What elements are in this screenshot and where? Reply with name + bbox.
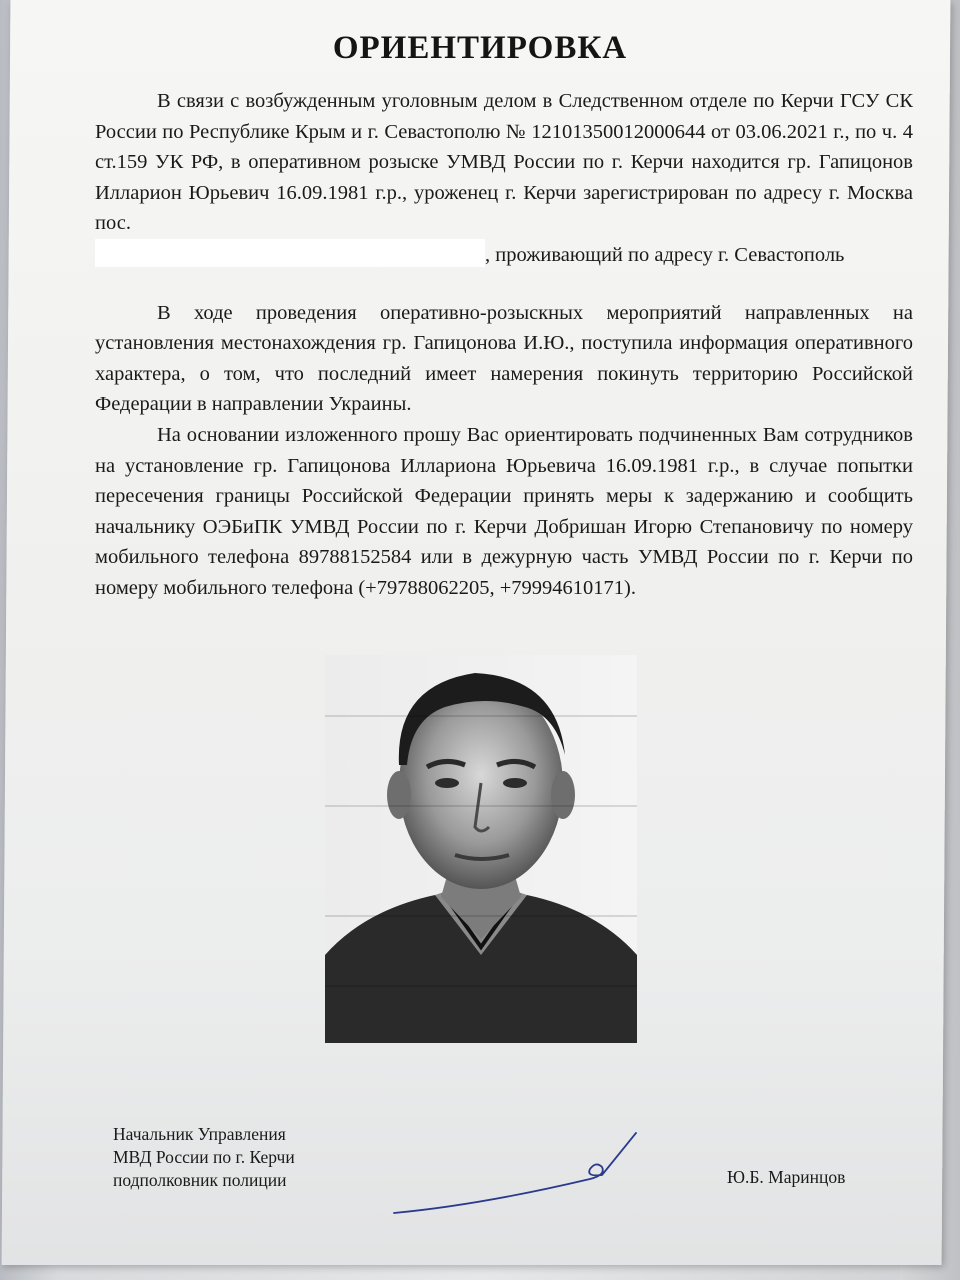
redacted-address-block bbox=[95, 239, 485, 267]
handwritten-signature-icon bbox=[390, 1125, 650, 1225]
signatory-position bbox=[113, 1123, 295, 1192]
signatory-name: Ю.Б. Маринцов bbox=[727, 1167, 846, 1187]
position-line-1: Начальник Управления bbox=[113, 1124, 286, 1144]
paragraph-1 bbox=[95, 86, 913, 271]
position-line-2: МВД России по г. Керчи bbox=[113, 1147, 295, 1167]
portrait-photo-icon bbox=[325, 655, 637, 1043]
paragraph-1-part-2: , проживающий по адресу г. Севастополь bbox=[485, 243, 845, 266]
position-line-3: подполковник полиции bbox=[113, 1170, 287, 1190]
document-body bbox=[95, 86, 913, 604]
paragraph-3: На основании изложенного прошу Вас ориентировать подчиненных Вам сотрудников на установление гр. Гапицонова Иллариона Юрьевича 16.09.1981 г.р., в случае попытки пересечения границы Российской Федерации принять меры к задержанию и сообщить начальнику ОЭБиПК УМВД России по г. Керчи Добришан Игорю Степановичу по номеру мобильного телефона 89788152584 или в дежурную часть УМВД России по г. Керчи по номеру мобильного телефона (+79788062205, +79994610171). bbox=[95, 423, 913, 599]
paragraph-2: В ходе проведения оперативно-розыскных мероприятий направленных на установления местонахождения гр. Гапицонова И.Ю., поступила информация оперативного характера, о том, что последний имеет намерения покинуть территорию Российской Федерации в направлении Украины. bbox=[95, 301, 913, 416]
paragraph-1-part-1: В связи с возбужденным уголовным делом в Следственном отделе по Керчи ГСУ СК России по Республике Крым и г. Севастополю № 12101350012000644 от 03.06.2021 г., по ч. 4 ст.159 УК РФ, в оперативном розыске УМВД России по г. Керчи находится гр. Гапицонов Илларион Юрьевич 16.09.1981 г.р., уроженец г. Керчи зарегистрирован по адресу г. Москва пос. bbox=[95, 90, 913, 235]
document-title: ОРИЕНТИРОВКА bbox=[332, 30, 628, 66]
